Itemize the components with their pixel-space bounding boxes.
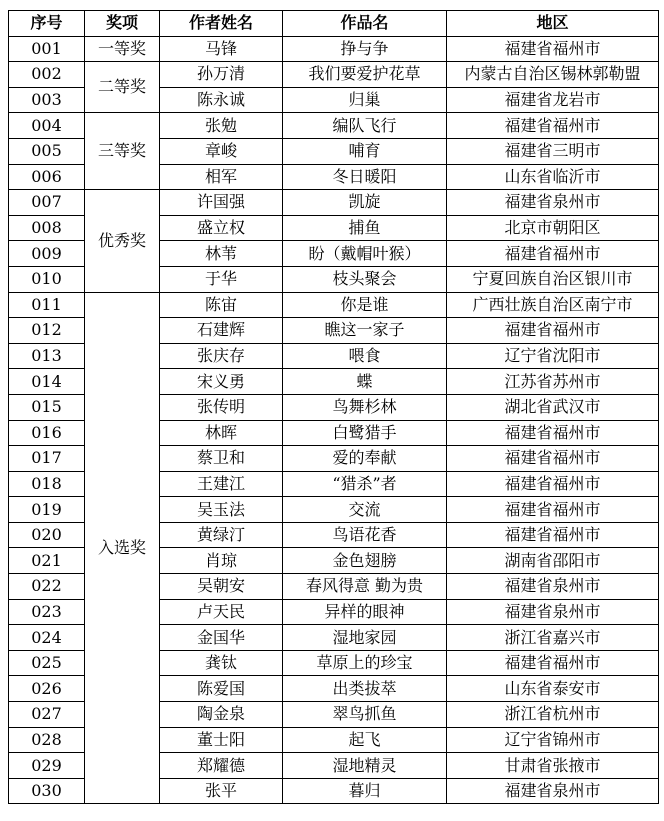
cell-work: 湿地家园 xyxy=(283,625,447,651)
cell-region: 福建省泉州市 xyxy=(447,599,659,625)
cell-author: 陈爱国 xyxy=(160,676,283,702)
cell-author: 马锋 xyxy=(160,36,283,62)
cell-number: 010 xyxy=(9,266,85,292)
cell-region: 甘肃省张掖市 xyxy=(447,753,659,779)
cell-number: 007 xyxy=(9,190,85,216)
cell-region: 北京市朝阳区 xyxy=(447,215,659,241)
cell-number: 002 xyxy=(9,62,85,88)
cell-author: 陈宙 xyxy=(160,292,283,318)
cell-work: 枝头聚会 xyxy=(283,266,447,292)
cell-region: 浙江省杭州市 xyxy=(447,702,659,728)
cell-author: 金国华 xyxy=(160,625,283,651)
cell-author: 林苇 xyxy=(160,241,283,267)
cell-author: 黄绿汀 xyxy=(160,522,283,548)
cell-work: 哺育 xyxy=(283,138,447,164)
cell-work: 喂食 xyxy=(283,343,447,369)
cell-work: 编队飞行 xyxy=(283,113,447,139)
cell-region: 福建省福州市 xyxy=(447,650,659,676)
cell-work: 金色翅膀 xyxy=(283,548,447,574)
cell-work: 交流 xyxy=(283,497,447,523)
cell-work: 出类拔萃 xyxy=(283,676,447,702)
header-award: 奖项 xyxy=(85,11,160,37)
cell-work: 你是谁 xyxy=(283,292,447,318)
header-region: 地区 xyxy=(447,11,659,37)
cell-award: 入选奖 xyxy=(85,292,160,804)
cell-author: 宋义勇 xyxy=(160,369,283,395)
cell-number: 013 xyxy=(9,343,85,369)
cell-number: 005 xyxy=(9,138,85,164)
cell-work: 春风得意 勤为贵 xyxy=(283,574,447,600)
cell-number: 024 xyxy=(9,625,85,651)
cell-region: 浙江省嘉兴市 xyxy=(447,625,659,651)
cell-region: 广西壮族自治区南宁市 xyxy=(447,292,659,318)
header-number: 序号 xyxy=(9,11,85,37)
cell-number: 014 xyxy=(9,369,85,395)
cell-region: 福建省福州市 xyxy=(447,522,659,548)
table-row xyxy=(9,36,659,62)
cell-author: 许国强 xyxy=(160,190,283,216)
cell-award: 优秀奖 xyxy=(85,190,160,292)
cell-region: 湖北省武汉市 xyxy=(447,394,659,420)
cell-number: 011 xyxy=(9,292,85,318)
cell-author: 林晖 xyxy=(160,420,283,446)
cell-region: 福建省福州市 xyxy=(447,113,659,139)
cell-work: 归巢 xyxy=(283,87,447,113)
cell-author: 蔡卫和 xyxy=(160,446,283,472)
cell-region: 福建省龙岩市 xyxy=(447,87,659,113)
award-list-table xyxy=(8,10,659,804)
cell-region: 福建省福州市 xyxy=(447,318,659,344)
table-row xyxy=(9,292,659,318)
cell-region: 福建省三明市 xyxy=(447,138,659,164)
cell-region: 湖南省邵阳市 xyxy=(447,548,659,574)
cell-region: 山东省临沂市 xyxy=(447,164,659,190)
cell-work: 异样的眼神 xyxy=(283,599,447,625)
cell-region: 福建省福州市 xyxy=(447,420,659,446)
cell-number: 020 xyxy=(9,522,85,548)
cell-author: 董士阳 xyxy=(160,727,283,753)
table-row xyxy=(9,190,659,216)
cell-work: 鸟语花香 xyxy=(283,522,447,548)
cell-number: 026 xyxy=(9,676,85,702)
cell-author: 龚钛 xyxy=(160,650,283,676)
cell-number: 012 xyxy=(9,318,85,344)
cell-number: 003 xyxy=(9,87,85,113)
cell-region: 辽宁省锦州市 xyxy=(447,727,659,753)
cell-number: 001 xyxy=(9,36,85,62)
cell-number: 025 xyxy=(9,650,85,676)
cell-award: 三等奖 xyxy=(85,113,160,190)
cell-region: 辽宁省沈阳市 xyxy=(447,343,659,369)
cell-number: 004 xyxy=(9,113,85,139)
cell-author: 陶金泉 xyxy=(160,702,283,728)
table-row xyxy=(9,62,659,88)
cell-number: 017 xyxy=(9,446,85,472)
cell-number: 023 xyxy=(9,599,85,625)
cell-award: 二等奖 xyxy=(85,62,160,113)
cell-region: 福建省福州市 xyxy=(447,446,659,472)
cell-region: 山东省泰安市 xyxy=(447,676,659,702)
cell-author: 石建辉 xyxy=(160,318,283,344)
cell-award: 一等奖 xyxy=(85,36,160,62)
cell-region: 福建省福州市 xyxy=(447,497,659,523)
cell-author: 于华 xyxy=(160,266,283,292)
cell-number: 006 xyxy=(9,164,85,190)
cell-region: 宁夏回族自治区银川市 xyxy=(447,266,659,292)
cell-author: 张平 xyxy=(160,778,283,804)
cell-author: 吴朝安 xyxy=(160,574,283,600)
cell-number: 018 xyxy=(9,471,85,497)
cell-author: 孙万清 xyxy=(160,62,283,88)
cell-number: 022 xyxy=(9,574,85,600)
cell-number: 028 xyxy=(9,727,85,753)
cell-work: 盼（戴帽叶猴） xyxy=(283,241,447,267)
cell-region: 福建省泉州市 xyxy=(447,574,659,600)
cell-region: 福建省福州市 xyxy=(447,36,659,62)
cell-author: 相军 xyxy=(160,164,283,190)
cell-work: 鸟舞杉林 xyxy=(283,394,447,420)
header-author: 作者姓名 xyxy=(160,11,283,37)
cell-author: 章峻 xyxy=(160,138,283,164)
cell-region: 福建省福州市 xyxy=(447,241,659,267)
cell-author: 张勉 xyxy=(160,113,283,139)
cell-work: 冬日暖阳 xyxy=(283,164,447,190)
cell-work: 暮归 xyxy=(283,778,447,804)
cell-work: “猎杀”者 xyxy=(283,471,447,497)
cell-number: 030 xyxy=(9,778,85,804)
cell-author: 郑耀德 xyxy=(160,753,283,779)
cell-author: 肖琼 xyxy=(160,548,283,574)
cell-author: 卢天民 xyxy=(160,599,283,625)
cell-work: 翠鸟抓鱼 xyxy=(283,702,447,728)
cell-number: 027 xyxy=(9,702,85,728)
cell-work: 白鹭猎手 xyxy=(283,420,447,446)
cell-work: 我们要爱护花草 xyxy=(283,62,447,88)
cell-work: 湿地精灵 xyxy=(283,753,447,779)
cell-work: 起飞 xyxy=(283,727,447,753)
table-header-row xyxy=(9,11,659,37)
cell-number: 008 xyxy=(9,215,85,241)
cell-region: 江苏省苏州市 xyxy=(447,369,659,395)
cell-author: 吴玉法 xyxy=(160,497,283,523)
cell-work: 草原上的珍宝 xyxy=(283,650,447,676)
cell-number: 009 xyxy=(9,241,85,267)
cell-region: 内蒙古自治区锡林郭勒盟 xyxy=(447,62,659,88)
cell-number: 029 xyxy=(9,753,85,779)
cell-author: 盛立权 xyxy=(160,215,283,241)
cell-author: 陈永诚 xyxy=(160,87,283,113)
cell-region: 福建省泉州市 xyxy=(447,778,659,804)
cell-number: 019 xyxy=(9,497,85,523)
cell-work: 蝶 xyxy=(283,369,447,395)
cell-region: 福建省泉州市 xyxy=(447,190,659,216)
cell-work: 挣与争 xyxy=(283,36,447,62)
cell-number: 016 xyxy=(9,420,85,446)
table-row xyxy=(9,113,659,139)
cell-work: 捕鱼 xyxy=(283,215,447,241)
cell-author: 张传明 xyxy=(160,394,283,420)
cell-work: 瞧这一家子 xyxy=(283,318,447,344)
cell-number: 015 xyxy=(9,394,85,420)
table-body xyxy=(9,36,659,804)
cell-work: 凯旋 xyxy=(283,190,447,216)
cell-number: 021 xyxy=(9,548,85,574)
cell-author: 王建江 xyxy=(160,471,283,497)
cell-author: 张庆存 xyxy=(160,343,283,369)
header-work: 作品名 xyxy=(283,11,447,37)
cell-region: 福建省福州市 xyxy=(447,471,659,497)
cell-work: 爱的奉献 xyxy=(283,446,447,472)
